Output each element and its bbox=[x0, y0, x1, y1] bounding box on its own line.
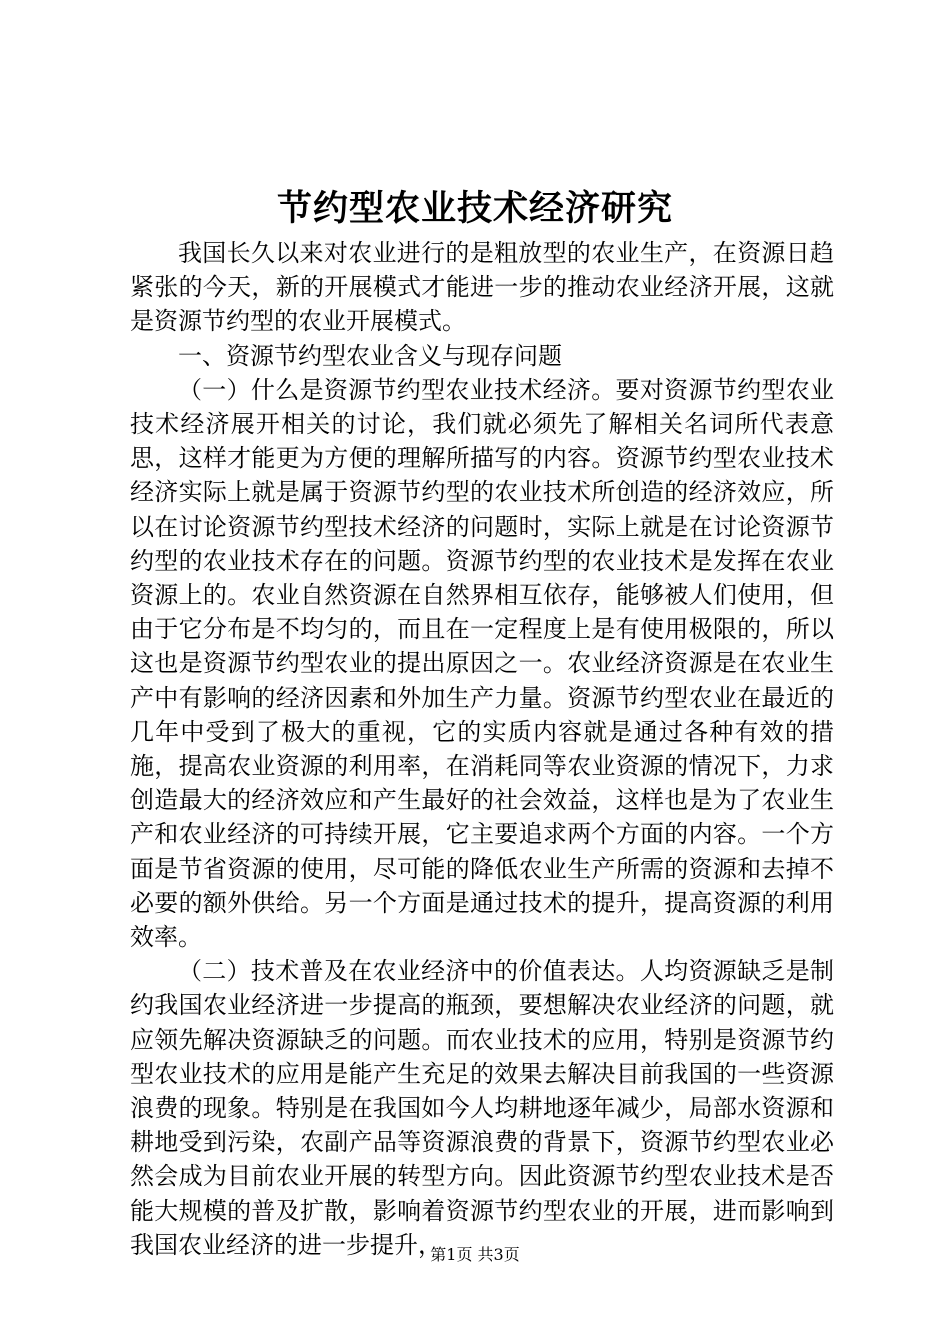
paragraph-subsection-2: （二）技术普及在农业经济中的价值表达。人均资源缺乏是制约我国农业经济进一步提高的瓶颈，要想解决农业经济的问题，就应领先解决资源缺乏的问题。而农业技术的应用，特别是资源节约型农业技术的应用是能产生充足的效果去解决目前我国的一些资源浪费的现象。特别是在我国如今人均耕地逐年减少，局部水资源和耕地受到污染，农副产品等资源浪费的背景下，资源节约型农业必然会成为目前农业开展的转型方向。因此资源节约型农业技术是否能大规模的普及扩散，影响着资源节约型农业的开展，进而影响到我国农业经济的进一步提升， bbox=[130, 957, 834, 1259]
page-number-footer: 第1页 共3页 bbox=[430, 1245, 520, 1264]
section-heading-1: 一、资源节约型农业含义与现存问题 bbox=[178, 341, 562, 370]
paragraph-intro: 我国长久以来对农业进行的是粗放型的农业生产，在资源日趋紧张的今天，新的开展模式才能进一步的推动农业经济开展，这就是资源节约型的农业开展模式。 bbox=[130, 239, 834, 336]
document-title: 节约型农业技术经济研究 bbox=[276, 188, 673, 229]
paragraph-subsection-1: （一）什么是资源节约型农业技术经济。要对资源节约型农业技术经济展开相关的讨论，我们就必须先了解相关名词所代表意思，这样才能更为方便的理解所描写的内容。资源节约型农业技术经济实际上就是属于资源节约型的农业技术所创造的经济效应，所以在讨论资源节约型技术经济的问题时，实际上就是在讨论资源节约型的农业技术存在的问题。资源节约型的农业技术是发挥在农业资源上的。农业自然资源在自然界相互依存，能够被人们使用，但由于它分布是不均匀的，而且在一定程度上是有使用极限的，所以这也是资源节约型农业的提出原因之一。农业经济资源是在农业生产中有影响的经济因素和外加生产力量。资源节约型农业在最近的几年中受到了极大的重视，它的实质内容就是通过各种有效的措施，提高农业资源的利用率，在消耗同等农业资源的情况下，力求创造最大的经济效应和产生最好的社会效益，这样也是为了农业生产和农业经济的可持续开展，它主要追求两个方面的内容。一个方面是节省资源的使用，尽可能的降低农业生产所需的资源和去掉不必要的额外供给。另一个方面是通过技术的提升，提高资源的利用效率。 bbox=[130, 375, 834, 952]
document-body bbox=[130, 236, 834, 1262]
